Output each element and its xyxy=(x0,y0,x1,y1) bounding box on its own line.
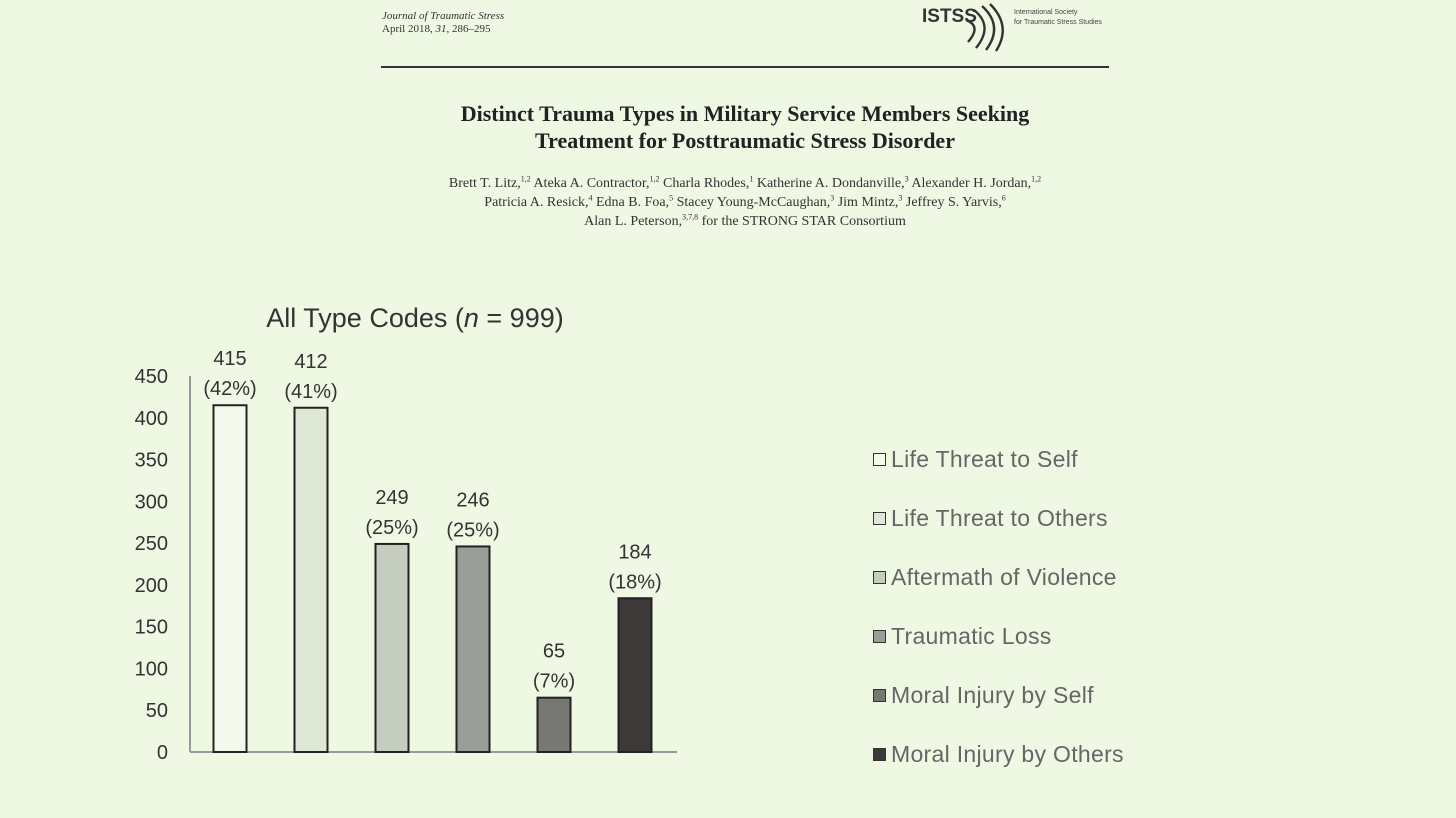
y-tick-label: 400 xyxy=(134,407,168,430)
chart-title-prefix: All Type Codes ( xyxy=(266,303,464,333)
legend-label: Moral Injury by Others xyxy=(891,741,1124,767)
journal-issue xyxy=(382,23,504,36)
paper-title-line2: Treatment for Posttraumatic Stress Disorder xyxy=(535,128,955,153)
bar-value-label: 415 xyxy=(213,348,247,371)
author-affiliation: 3,7,8 xyxy=(682,212,699,222)
author-name: Jim Mintz, xyxy=(834,195,899,210)
legend-label: Moral Injury by Self xyxy=(891,682,1094,708)
author-affiliation: 1,2 xyxy=(1031,174,1042,184)
bar-percent-label: (25%) xyxy=(365,516,419,539)
journal-name: Journal of Traumatic Stress xyxy=(382,10,505,22)
author-affiliation: 6 xyxy=(1001,193,1006,203)
author-name: Patricia A. Resick, xyxy=(484,195,589,210)
chart-title-suffix: = 999) xyxy=(478,303,564,333)
y-tick-label: 250 xyxy=(134,533,168,556)
bar-value-label: 184 xyxy=(618,541,652,564)
journal-date: April 2018, xyxy=(382,23,436,35)
legend-swatch xyxy=(873,630,886,643)
author-affiliation: 1,2 xyxy=(649,174,660,184)
legend-item xyxy=(873,607,1124,666)
author-affiliation: 3 xyxy=(904,174,909,184)
bar-percent-label: (25%) xyxy=(446,519,500,542)
bar xyxy=(295,408,328,752)
bar-value-label: 65 xyxy=(542,640,566,663)
author-affiliation: 4 xyxy=(588,193,593,203)
chart-legend xyxy=(873,430,1124,784)
bar xyxy=(538,698,571,752)
bar-value-label: 412 xyxy=(294,350,328,373)
bar-percent-label: (41%) xyxy=(284,380,338,403)
bar-value-label: 249 xyxy=(375,486,409,509)
y-tick-label: 350 xyxy=(134,449,168,472)
author-line xyxy=(381,193,1109,212)
legend-label: Traumatic Loss xyxy=(891,623,1052,649)
y-tick-label: 100 xyxy=(134,658,168,681)
legend-item xyxy=(873,725,1124,784)
paper-title-line1: Distinct Trauma Types in Military Service Members Seeking xyxy=(460,101,1030,126)
author-name: Edna B. Foa, xyxy=(592,195,670,210)
logo-text: ISTSS xyxy=(922,6,977,27)
author-name: Stacey Young-McCaughan, xyxy=(673,195,831,210)
author-affiliation: 3 xyxy=(830,193,835,203)
bar-percent-label: (42%) xyxy=(203,378,257,401)
author-line xyxy=(381,174,1109,193)
y-tick-label: 0 xyxy=(156,742,168,764)
author-name: Alexander H. Jordan, xyxy=(908,176,1032,191)
legend-swatch xyxy=(873,748,886,761)
bar-value-label: 246 xyxy=(456,489,490,512)
y-tick-label: 50 xyxy=(145,700,168,723)
y-tick-label: 150 xyxy=(134,616,168,639)
author-name: Brett T. Litz, xyxy=(448,176,521,191)
legend-item xyxy=(873,489,1124,548)
legend-swatch xyxy=(873,571,886,584)
bar-chart xyxy=(100,340,720,770)
bar-percent-label: (18%) xyxy=(608,571,662,594)
bar xyxy=(457,546,490,752)
legend-swatch xyxy=(873,512,886,525)
bar xyxy=(376,544,409,752)
bar xyxy=(214,405,247,752)
author-affiliation: 5 xyxy=(669,193,674,203)
author-name: Ateka A. Contractor, xyxy=(530,176,650,191)
paper-title xyxy=(381,100,1109,154)
chart-title-n: n xyxy=(463,303,479,333)
author-list xyxy=(381,174,1109,231)
legend-item xyxy=(873,666,1124,725)
author-name: Charla Rhodes, xyxy=(659,176,750,191)
legend-item xyxy=(873,548,1124,607)
y-tick-label: 200 xyxy=(134,574,168,597)
legend-swatch xyxy=(873,453,886,466)
journal-volume: 31 xyxy=(435,23,447,35)
author-affiliation: 3 xyxy=(898,193,903,203)
author-line xyxy=(381,212,1109,231)
legend-label: Life Threat to Self xyxy=(891,446,1078,472)
journal-pages: , 286–295 xyxy=(446,23,491,35)
legend-swatch xyxy=(873,689,886,702)
logo-org-line2: for Traumatic Stress Studies xyxy=(1014,19,1102,26)
istss-logo xyxy=(922,2,1112,52)
author-name: Alan L. Peterson, xyxy=(584,214,683,229)
legend-label: Aftermath of Violence xyxy=(891,564,1117,590)
legend-item xyxy=(873,430,1124,489)
header-rule xyxy=(381,66,1109,68)
bar-percent-label: (7%) xyxy=(532,670,576,693)
author-name: Jeffrey S. Yarvis, xyxy=(902,195,1002,210)
chart-title xyxy=(200,303,630,334)
logo-org-line1: International Society xyxy=(1014,9,1078,16)
journal-citation xyxy=(382,10,504,36)
y-tick-label: 300 xyxy=(134,491,168,514)
author-name: for the STRONG STAR Consortium xyxy=(698,214,906,229)
author-affiliation: 1 xyxy=(749,174,754,184)
author-affiliation: 1,2 xyxy=(520,174,531,184)
bar xyxy=(619,598,652,752)
y-tick-label: 450 xyxy=(134,366,168,388)
logo-org-name xyxy=(1014,8,1124,28)
author-name: Katherine A. Dondanville, xyxy=(753,176,905,191)
logo-arcs-icon xyxy=(954,2,1014,52)
legend-label: Life Threat to Others xyxy=(891,505,1108,531)
